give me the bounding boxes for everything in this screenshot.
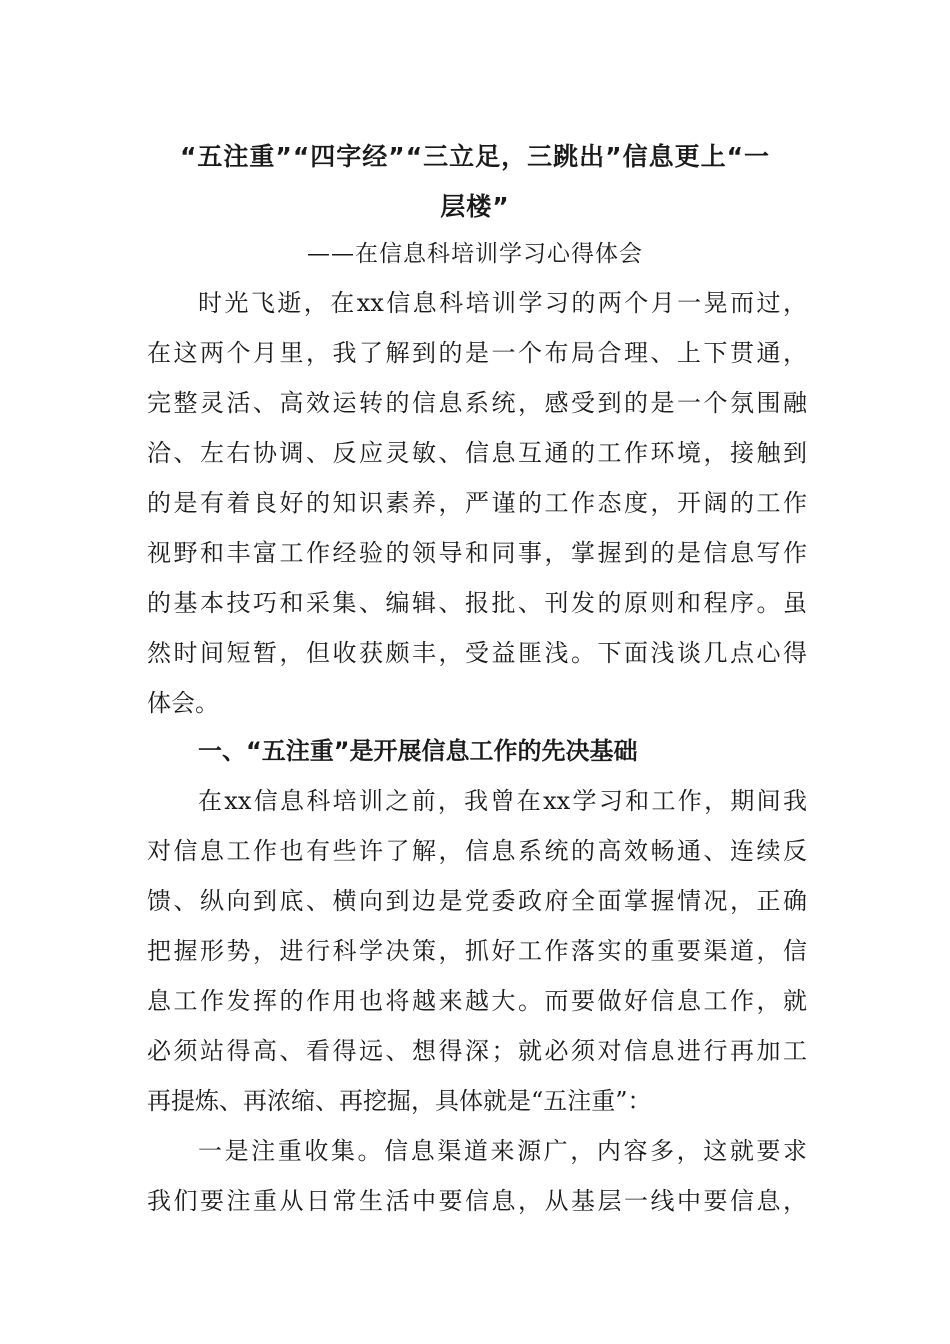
intro-line: 体会。 <box>147 689 219 717</box>
intro-line: 的是有着良好的知识素养，严谨的工作态度，开阔的工作 <box>147 489 807 517</box>
intro-line: 在这两个月里，我了解到的是一个布局合理、上下贯通， <box>147 339 807 367</box>
section-1-heading: 一、“五注重”是开展信息工作的先决基础 <box>198 737 638 765</box>
section-1-line: 再提炼、再浓缩、再挖掘，具体就是“五注重”： <box>147 1087 652 1115</box>
intro-line: 视野和丰富工作经验的领导和同事，掌握到的是信息写作 <box>147 539 807 567</box>
intro-line: 的基本技巧和采集、编辑、报批、刊发的原则和程序。虽 <box>147 589 807 617</box>
intro-line: 然时间短暂，但收获颇丰，受益匪浅。下面浅谈几点心得 <box>147 639 807 667</box>
point-1-line: 一是注重收集。信息渠道来源广，内容多，这就要求 <box>198 1137 807 1165</box>
intro-line: 完整灵活、高效运转的信息系统，感受到的是一个氛围融 <box>147 389 807 417</box>
point-1-line: 我们要注重从日常生活中要信息，从基层一线中要信息， <box>147 1187 807 1215</box>
section-1-line: 对信息工作也有些许了解，信息系统的高效畅通、连续反 <box>147 837 807 865</box>
intro-line: 时光飞逝，在xx信息科培训学习的两个月一晃而过， <box>198 289 807 317</box>
intro-line: 洽、左右协调、反应灵敏、信息互通的工作环境，接触到 <box>147 439 807 467</box>
subtitle: ——在信息科培训学习心得体会 <box>307 241 643 267</box>
section-1-line: 把握形势，进行科学决策，抓好工作落实的重要渠道，信 <box>147 937 807 965</box>
title-line-1: “五注重”“四字经”“三立足，三跳出”信息更上“一 <box>179 142 771 171</box>
section-1-line: 必须站得高、看得远、想得深；就必须对信息进行再加工 <box>147 1037 807 1065</box>
section-1-line: 馈、纵向到底、横向到边是党委政府全面掌握情况，正确 <box>147 887 807 915</box>
section-1-line: 在xx信息科培训之前，我曾在xx学习和工作，期间我 <box>198 787 807 815</box>
title-line-2: 层楼” <box>440 192 510 221</box>
section-1-line: 息工作发挥的作用也将越来越大。而要做好信息工作，就 <box>147 987 807 1015</box>
